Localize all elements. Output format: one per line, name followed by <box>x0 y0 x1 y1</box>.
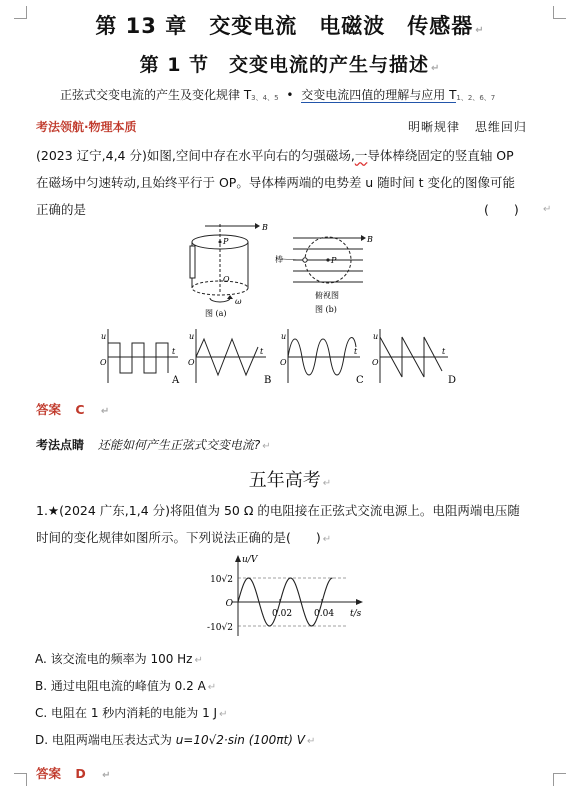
bottom-ellipse <box>192 281 248 295</box>
label-o: O <box>223 275 230 284</box>
rod-section <box>303 258 307 262</box>
section-title-text: 第 1 节 交变电流的产生与描述 <box>139 54 430 76</box>
answer-2 <box>36 764 111 782</box>
option-d-prefix: D. 电阻两端电压表达式为 <box>35 733 176 747</box>
crop-mark-bottom-right <box>553 773 566 786</box>
graph-d <box>372 329 456 386</box>
guide-heading: 考法领航·物理本质 <box>36 120 137 134</box>
graph-a <box>100 329 180 386</box>
field-arrow <box>255 223 260 229</box>
graph-a-label: A <box>172 375 180 386</box>
graph-c-label: C <box>356 375 364 386</box>
option-graphs <box>98 325 458 390</box>
graph-a-o: O <box>100 358 107 367</box>
graph-d-t: t <box>442 347 446 356</box>
tip-text: 还能如何产生正弦式交变电流? <box>97 438 261 452</box>
chapter-title-text: 第 13 章 交变电流 电磁波 传感器 <box>95 14 474 38</box>
y-axis-label: u/V <box>242 555 258 565</box>
label-b: B <box>262 223 268 232</box>
option-b <box>35 677 216 694</box>
topic-1-questions: 3、4、5 <box>251 94 279 102</box>
answer-2-label: 答案 <box>36 766 62 781</box>
question-1 <box>36 497 546 553</box>
label-rod: 棒 <box>275 255 283 264</box>
label-p: P <box>223 237 229 246</box>
paragraph-mark: ↵ <box>219 709 228 720</box>
label-p2: P <box>331 256 337 265</box>
chapter-title <box>0 10 580 40</box>
section-title <box>0 50 580 77</box>
q2023-line3: 正确的是 <box>36 202 87 217</box>
option-a-text: A. 该交流电的频率为 100 Hz <box>35 652 193 666</box>
y-tick-label: -10√2 <box>207 623 233 633</box>
option-a <box>35 650 203 667</box>
label-b2: B <box>367 235 373 244</box>
y-axis-arrow <box>235 555 241 562</box>
paragraph-mark: ↵ <box>322 534 332 545</box>
center-point <box>326 258 329 261</box>
paragraph-mark: ↵ <box>194 655 203 666</box>
topic-1: 正弦式交变电流的产生及变化规律 T <box>60 88 252 102</box>
answer-blank: ( ) <box>484 202 519 217</box>
graph-b-o: O <box>188 358 195 367</box>
q2023-line2: 在磁场中匀速转动,且始终平行于 OP。导体棒两端的电势差 u 随时间 t 变化的图像可能 <box>36 175 516 190</box>
guide-note-a: 明晰规律 <box>408 120 461 134</box>
paragraph-mark: ↵ <box>322 478 332 489</box>
paragraph-mark: ↵ <box>207 682 217 693</box>
figure-b <box>275 230 375 318</box>
topic-2-questions: 1、2、6、7 <box>456 94 496 102</box>
topic-2[interactable]: 交变电流四值的理解与应用 T <box>301 88 457 102</box>
method-tip <box>36 436 271 453</box>
graph-d-u: u <box>373 332 379 341</box>
q2023-line1: (2023 辽宁,4,4 分)如图,空间中存在水平向右的匀强磁场, <box>36 148 355 163</box>
caption-a: 图 (a) <box>205 309 227 318</box>
graph-b-t: t <box>260 347 264 356</box>
option-d-expression: u=10√2·sin (100πt) V <box>175 733 305 747</box>
graph-a-u: u <box>101 332 107 341</box>
tip-label: 考法点睛 <box>36 438 85 452</box>
answer-1-value: C <box>75 402 85 417</box>
paragraph-mark: ↵ <box>100 406 110 417</box>
crop-mark-bottom-left <box>14 773 27 786</box>
point-p <box>219 241 222 244</box>
guide-note-b: 思维回归 <box>474 120 527 134</box>
x-tick-label: 0.02 <box>272 609 293 619</box>
graph-c-o: O <box>280 358 287 367</box>
paragraph-mark: ↵ <box>543 204 552 215</box>
label-omega: ω <box>235 297 242 306</box>
paragraph-mark: ↵ <box>262 441 271 452</box>
graph-b-label: B <box>264 375 272 386</box>
graph-c-u: u <box>281 332 287 341</box>
five-year-text: 五年高考 <box>248 470 321 491</box>
x-axis-label: t/s <box>350 609 362 619</box>
guide-right-notes <box>408 118 527 135</box>
x-axis-arrow <box>356 599 363 605</box>
chart-axes <box>207 555 363 636</box>
topic-line: 正弦式交变电流的产生及变化规律 T3、4、5 • 交变电流四值的理解与应用 T1、2、6、7 <box>60 88 496 102</box>
five-year-heading <box>0 466 580 492</box>
q1-line1: 1.★(2024 广东,1,4 分)将阻值为 50 Ω 的电阻接在正弦式交流电源上。电阻两端电压随 <box>36 503 520 518</box>
voltage-chart <box>190 552 370 642</box>
paragraph-mark: ↵ <box>102 770 111 781</box>
rotation-arrowhead <box>227 295 233 299</box>
graph-b <box>188 329 271 386</box>
answer-1 <box>36 400 109 418</box>
y-tick-label: O <box>225 599 233 609</box>
y-tick-label: 10√2 <box>210 575 233 585</box>
field-arrowhead <box>361 235 366 241</box>
graph-b-u: u <box>189 332 195 341</box>
q2023-line1-rest: 导体棒绕固定的竖直轴 OP <box>367 148 514 163</box>
rod-shape <box>190 246 195 278</box>
graph-c-t: t <box>354 347 358 356</box>
figure-a <box>175 222 275 318</box>
answer-1-label: 答案 <box>36 402 62 417</box>
graph-d-o: O <box>372 358 379 367</box>
option-b-text: B. 通过电阻电流的峰值为 0.2 A <box>35 679 206 693</box>
option-c-text: C. 电阻在 1 秒内消耗的电能为 1 J <box>35 706 218 720</box>
option-c <box>35 704 227 721</box>
graph-a-t: t <box>172 347 176 356</box>
caption-b: 图 (b) <box>315 305 337 314</box>
rotation-arrow <box>210 298 230 302</box>
graph-c <box>280 329 364 386</box>
caption-top-view: 俯视图 <box>315 291 339 300</box>
answer-2-value: D <box>75 766 86 781</box>
paragraph-mark: ↵ <box>306 736 316 747</box>
question-2023 <box>36 142 552 223</box>
paragraph-mark: ↵ <box>431 63 441 74</box>
paragraph-mark: ↵ <box>475 25 485 36</box>
x-tick-label: 0.04 <box>314 609 335 619</box>
graph-d-label: D <box>448 375 457 386</box>
q1-line2: 时间的变化规律如图所示。下列说法正确的是( ) <box>36 530 321 545</box>
q2023-wavy: 一 <box>354 148 368 163</box>
square-wave <box>108 343 168 373</box>
sine-wave <box>288 338 356 375</box>
option-d <box>35 731 315 748</box>
